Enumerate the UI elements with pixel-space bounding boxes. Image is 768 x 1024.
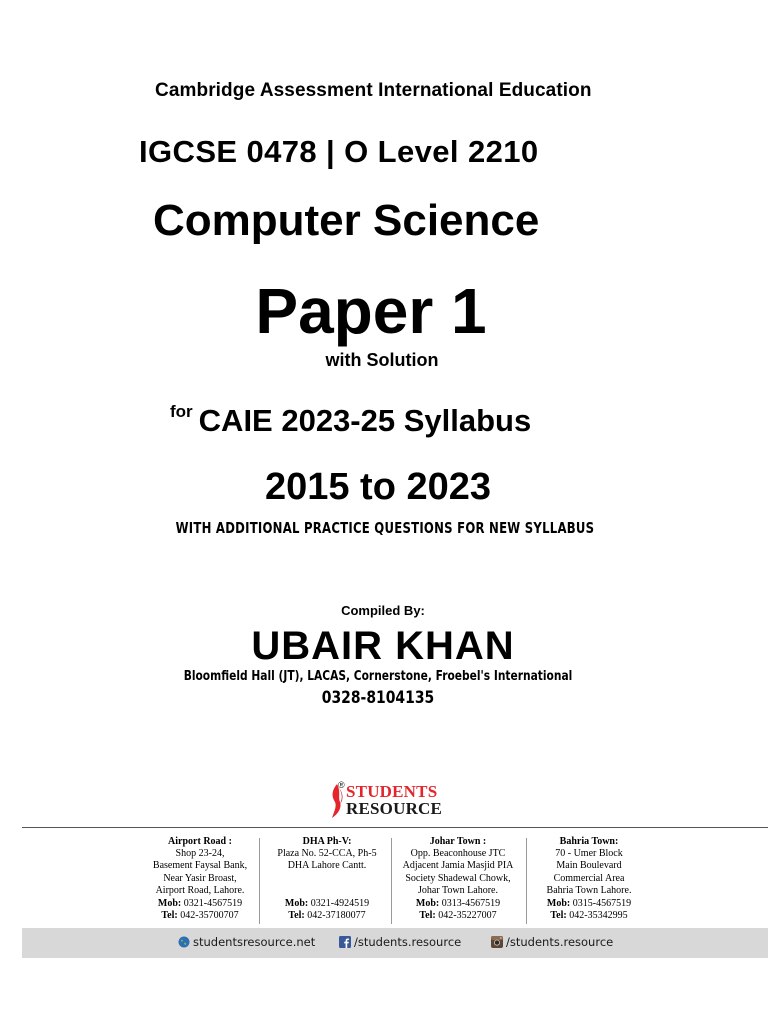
mob-number: 0321-4924519 (310, 898, 370, 909)
branch-name: DHA Ph-V: (302, 836, 352, 847)
branch-address-line: Johar Town Lahore. (418, 884, 498, 896)
instagram-text: /students.resource (506, 935, 614, 949)
branch-address-line: Commercial Area (553, 872, 625, 884)
publisher-logo (328, 780, 448, 822)
branch-address-line: Basement Faysal Bank, (152, 860, 248, 872)
branch-contact (262, 898, 392, 922)
branch-address-line: Opp. Beaconhouse JTC (410, 848, 506, 860)
branch-separator (391, 838, 392, 924)
branch-address-line: Near Yasir Broast, (163, 872, 237, 884)
branch-contact (524, 898, 654, 922)
branch-address-line: 70 - Umer Block (555, 848, 623, 860)
registered-mark: ® (338, 780, 345, 790)
branch-contact (135, 898, 265, 922)
branch-list (135, 836, 655, 926)
publisher-name-line1: STUDENTS (346, 782, 438, 801)
syllabus-title: CAIE 2023-25 Syllabus (198, 403, 532, 438)
years-range: 2015 to 2023 (264, 466, 492, 508)
branch-bahria-town (524, 836, 654, 922)
with-solution-label: with Solution (325, 350, 439, 370)
website-text: studentsresource.net (193, 935, 316, 949)
branch-address-line: Main Boulevard (556, 860, 622, 872)
branch-contact (393, 898, 523, 922)
mob-number: 0315-4567519 (572, 898, 632, 909)
mob-label: Mob: (157, 898, 182, 909)
branch-separator (259, 838, 260, 924)
facebook-icon (339, 936, 351, 948)
website-link[interactable] (178, 935, 315, 949)
facebook-text: /students.resource (354, 935, 462, 949)
syllabus-prefix: for (170, 402, 193, 421)
author-affiliations: Bloomfield Hall (JT), LACAS, Cornerstone, Froebel's International (183, 669, 573, 684)
branch-johar-town (393, 836, 523, 922)
compiled-by-label: Compiled By: (341, 603, 425, 618)
author-phone: 0328-8104135 (321, 688, 435, 708)
mob-number: 0313-4567519 (441, 898, 501, 909)
branch-address-line: Bahria Town Lahore. (546, 884, 632, 896)
branch-address-line: Adjacent Jamia Masjid PIA (402, 860, 514, 872)
additional-practice-note: WITH ADDITIONAL PRACTICE QUESTIONS FOR NEW SYLLABUS (175, 519, 595, 537)
organization-name: Cambridge Assessment International Education (155, 80, 592, 101)
paper-title: Paper 1 (255, 275, 487, 347)
tel-number: 042-35342995 (569, 910, 628, 922)
branch-name: Johar Town : (429, 836, 487, 847)
publisher-name-line2: RESOURCE (346, 799, 443, 818)
branch-name: Airport Road : (168, 836, 232, 847)
mob-number: 0321-4567519 (183, 898, 243, 909)
social-bar (22, 928, 768, 958)
author-name: UBAIR KHAN (251, 624, 515, 668)
instagram-link[interactable] (491, 935, 613, 949)
tel-label: Tel: (161, 910, 178, 922)
branch-address-line: Plaza No. 52-CCA, Ph-5 (277, 848, 377, 860)
branch-dha-ph-v (262, 836, 392, 922)
tel-number: 042-37180077 (307, 910, 366, 922)
tel-number: 042-35227007 (438, 910, 497, 922)
footer-divider (22, 827, 768, 828)
tel-label: Tel: (550, 910, 567, 922)
course-codes: IGCSE 0478 | O Level 2210 (139, 134, 539, 169)
mob-label: Mob: (284, 898, 309, 909)
syllabus-line (170, 402, 531, 439)
branch-address-line: Airport Road, Lahore. (155, 884, 245, 896)
mob-label: Mob: (546, 898, 571, 909)
branch-address-line: DHA Lahore Cantt. (287, 860, 367, 872)
tel-label: Tel: (419, 910, 436, 922)
instagram-icon (491, 936, 503, 948)
branch-airport-road (135, 836, 265, 922)
branch-name: Bahria Town: (559, 836, 619, 847)
mob-label: Mob: (415, 898, 440, 909)
globe-icon (178, 936, 190, 948)
facebook-link[interactable] (339, 935, 461, 949)
branch-address-line: Shop 23-24, (175, 848, 225, 860)
subject-title: Computer Science (153, 196, 540, 245)
tel-label: Tel: (288, 910, 305, 922)
branch-address-line: Society Shadewal Chowk, (405, 872, 511, 884)
tel-number: 042-35700707 (180, 910, 239, 922)
